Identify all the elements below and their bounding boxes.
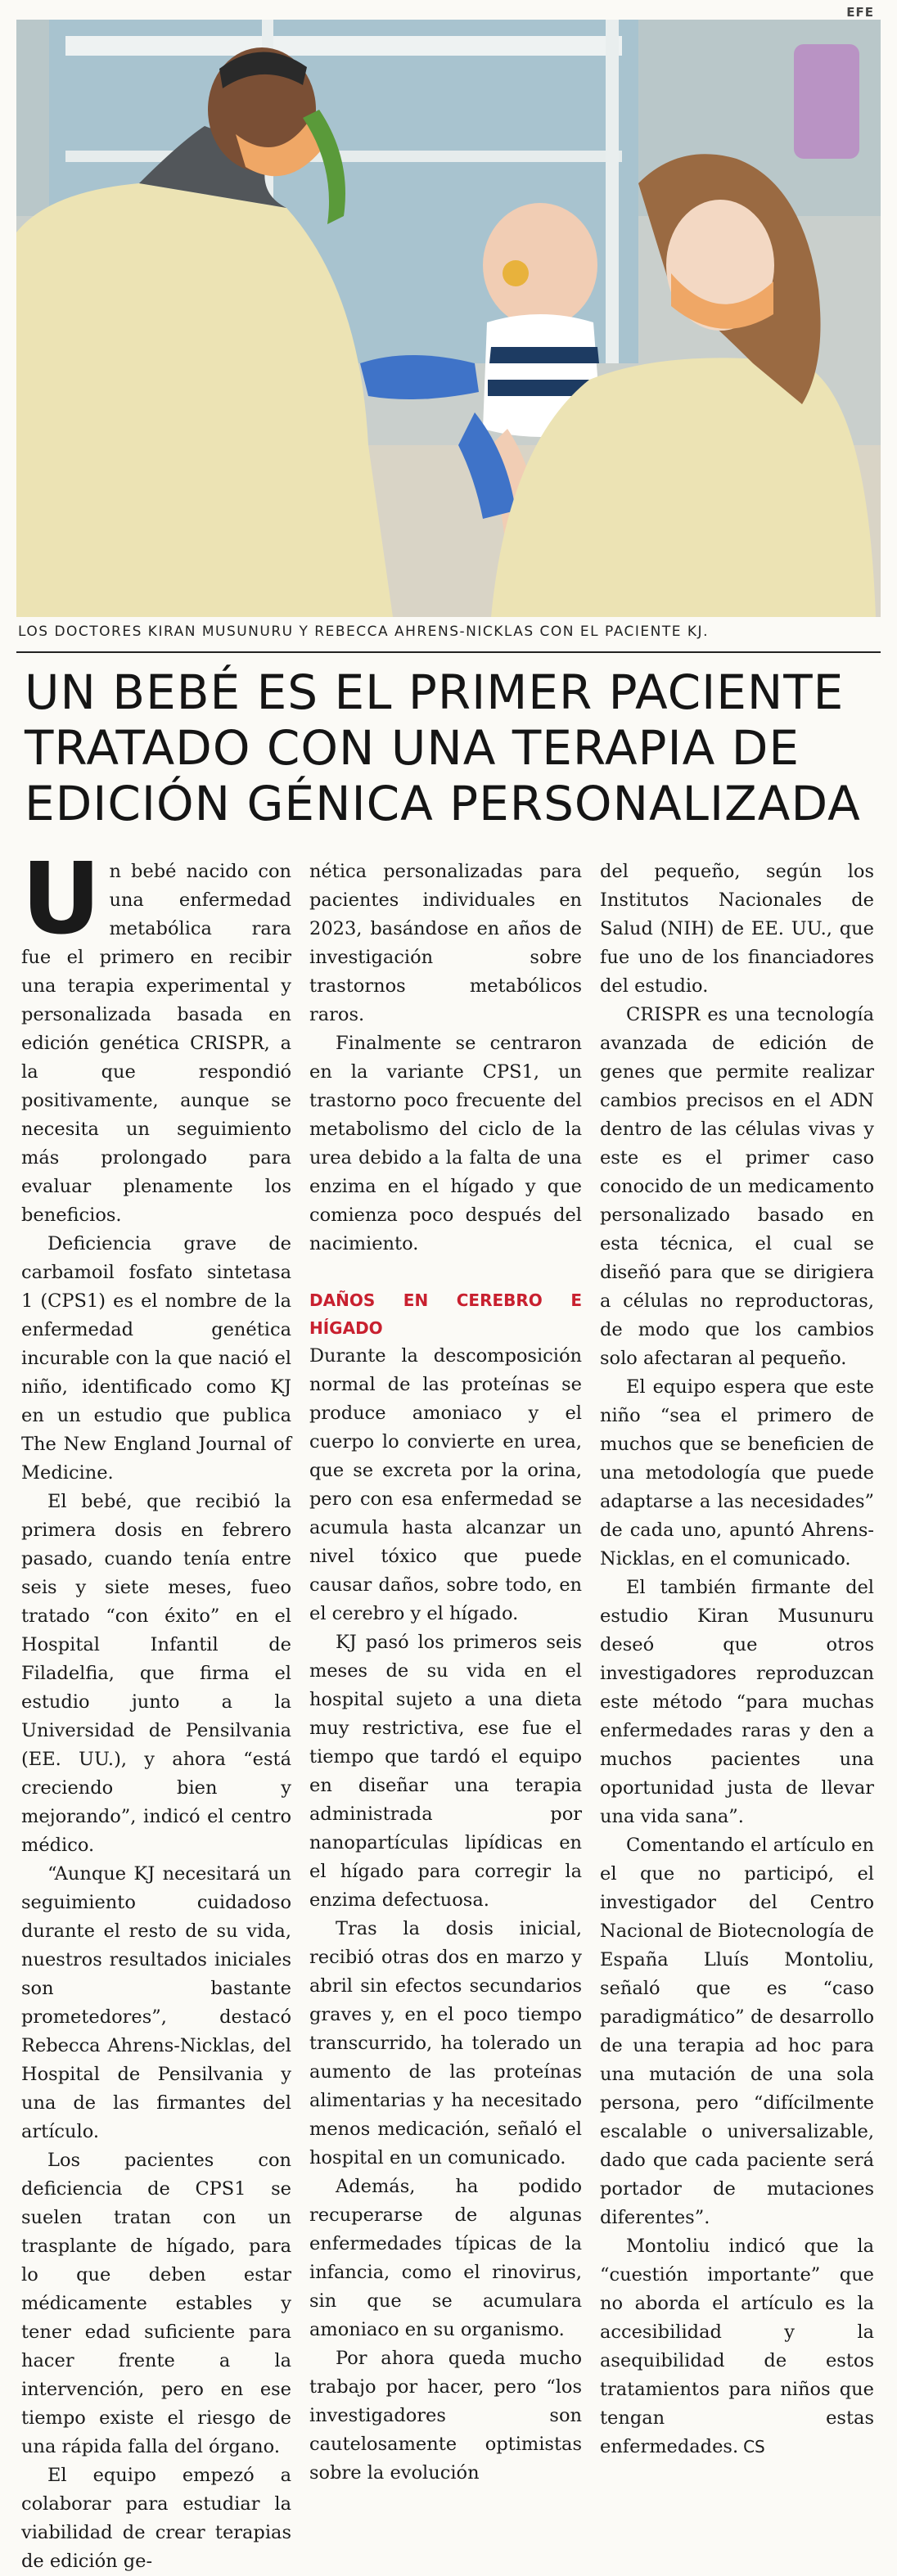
paragraph: Los pacientes con deficiencia de CPS1 se suelen tratan con un trasplante de hígado, para lo que deben estar médicamente estables y tener edad suficiente para hacer frente a la intervención, pero en ese tiempo existe el riesgo de una rápida falla del órgano. (21, 2150, 291, 2457)
paragraph: Además, ha podido recuperarse de algunas enfermedades típicas de la infancia, como el rinovirus, sin que se acumulara amoniaco en su organismo. (309, 2176, 582, 2340)
photo-caption: LOS DOCTORES KIRAN MUSUNURU Y REBECCA AHRENS-NICKLAS CON EL PACIENTE KJ. (18, 624, 709, 640)
paragraph: Tras la dosis inicial, recibió otras dos en marzo y abril sin efectos secundarios graves y, en el poco tiempo transcurrido, ha tolerado un aumento de las proteínas alimentarias y ha necesitado menos medicación, señaló el hospital en un comunicado. (309, 1918, 582, 2168)
paragraph: Por ahora queda mucho trabajo por hacer, pero “los investigadores son cautelosamente optimistas sobre la evolución (309, 2348, 582, 2484)
paragraph: El también firmante del estudio Kiran Musunuru deseó que otros investigadores reproduzcan este método “para muchas enfermedades raras y den a muchos pacientes una oportunidad justa de llevar una vida sana”. (600, 1577, 874, 1827)
article-column-2 (309, 858, 582, 2488)
paragraph: Finalmente se centraron en la variante CPS1, un trastorno poco frecuente del metabolismo del ciclo de la urea debido a la falta de una enzima en el hígado y que comienza poco después del nacimiento. (309, 1033, 582, 1254)
paragraph: “Aunque KJ necesitará un seguimiento cuidadoso durante el resto de su vida, nuestros resultados iniciales son bastante prometedores”, destacó Rebecca Ahrens-Nicklas, del Hospital de Pensilvania y una de las firmantes del artículo. (21, 1863, 291, 2142)
end-mark: CS (743, 2437, 765, 2457)
paragraph (21, 843, 291, 1230)
paragraph: El bebé, que recibió la primera dosis en febrero pasado, cuando tenía entre seis y siete meses, fueo tratado “con éxito” en el Hospital Infantil de Filadelfia, que firma el estudio junto a la Universidad de Pensilvania (EE. UU.), y ahora “está creciendo bien y mejorando”, indicó el centro médico. (21, 1491, 291, 1856)
divider (16, 651, 881, 653)
paragraph: El equipo empezó a colaborar para estudiar la viabilidad de crear terapias de edición ge- (21, 2465, 291, 2572)
drop-cap: U (21, 843, 101, 957)
paragraph-text: Montoliu indicó que la “cuestión importante” que no aborda el artículo es la accesibilidad y la asequibilidad de estos tratamientos para niños que tengan estas enfermedades. (600, 2236, 874, 2457)
photo-illustration (16, 20, 881, 617)
paragraph-text: n bebé nacido con una enfermedad metabólica rara fue el primero en recibir una terapia experimental y personalizada basada en edición genética CRISPR, a la que respondió positivamente, aunque se necesita un seguimiento más prolongado para evaluar plenamente los beneficios. (21, 861, 291, 1226)
paragraph (600, 2232, 874, 2461)
paragraph: del pequeño, según los Institutos Nacionales de Salud (NIH) de EE. UU., que fue uno de los financiadores del estudio. (600, 861, 874, 997)
paragraph: Comentando el artículo en el que no participó, el investigador del Centro Nacional de Biotecnología de España Lluís Montoliu, señaló que es “caso paradigmático” de desarrollo de una terapia ad hoc para una mutación de una sola persona, pero “difícilmente escalable o universalizable, dado que cada paciente será portador de mutaciones diferentes”. (600, 1835, 874, 2228)
article-photo (16, 20, 881, 617)
paragraph: Durante la descomposición normal de las proteínas se produce amoniaco y el cuerpo lo convierte en urea, que se excreta por la orina, pero con esa enfermedad se acumula hasta alcanzar un nivel tóxico que puede causar daños, sobre todo, en el cerebro y el hígado. (309, 1345, 582, 1624)
article-column-3 (600, 858, 874, 2461)
photo-credit: EFE (846, 5, 874, 20)
paragraph: El equipo espera que este niño “sea el primero de muchos que se beneficien de una metodología que puede adaptarse a las necesidades” de cada uno, apuntó Ahrens-Nicklas, en el comunicado. (600, 1376, 874, 1569)
article-column-1 (21, 843, 291, 2576)
paragraph: CRISPR es una tecnología avanzada de edición de genes que permite realizar cambios precisos en el ADN dentro de las células vivas y este es el primer caso conocido de un medicamento personalizado basado en esta técnica, el cual se diseñó para que se dirigiera a células no reproductoras, de modo que los cambios solo afectaran al pequeño. (600, 1004, 874, 1369)
paragraph: KJ pasó los primeros seis meses de su vida en el hospital sujeto a una dieta muy restrictiva, ese fue el tiempo que tardó el equipo en diseñar una terapia administrada por nanopartículas lipídicas en el hígado para corregir la enzima defectuosa. (309, 1632, 582, 1911)
section-subhead: DAÑOS EN CEREBRO E HÍGADO (309, 1290, 582, 1338)
paragraph: Deficiencia grave de carbamoil fosfato sintetasa 1 (CPS1) es el nombre de la enfermedad genética incurable con la que nació el niño, identificado como KJ en un estudio que publica The New England Journal of Medicine. (21, 1233, 291, 1484)
paragraph: nética personalizadas para pacientes individuales en 2023, basándose en años de investigación sobre trastornos metabólicos raros. (309, 861, 582, 1025)
headline: UN BEBÉ ES EL PRIMER PACIENTE TRATADO CON UNA TERAPIA DE EDICIÓN GÉNICA PERSONALIZADA (25, 664, 861, 831)
